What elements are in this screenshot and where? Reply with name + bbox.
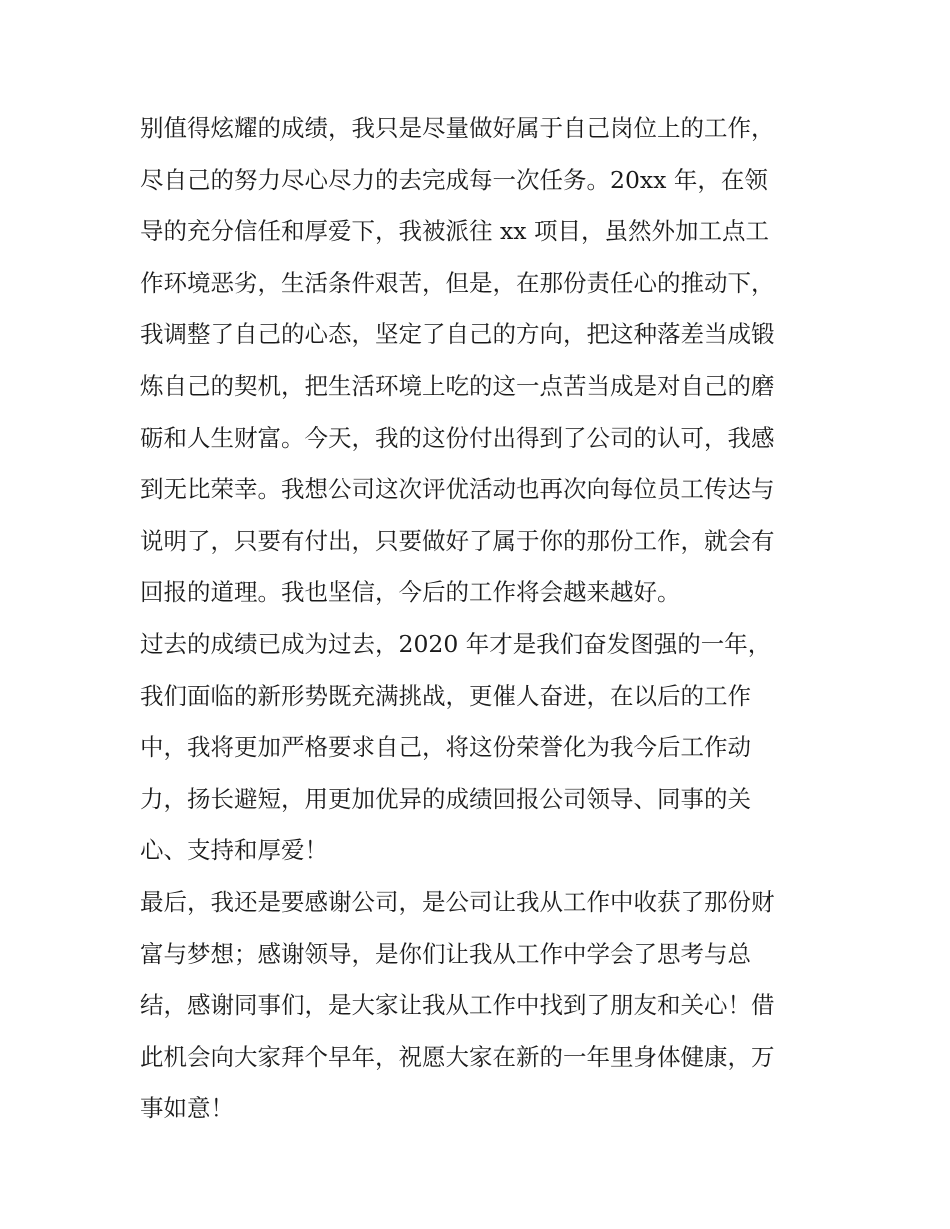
text-line: 到无比荣幸。我想公司这次评优活动也再次向每位员工传达与 bbox=[140, 475, 775, 504]
text-line: 最后，我还是要感谢公司，是公司让我从工作中收获了那份财 bbox=[140, 887, 775, 916]
text-line: 此机会向大家拜个早年，祝愿大家在新的一年里身体健康，万 bbox=[140, 1042, 775, 1071]
text-line: 炼自己的契机，把生活环境上吃的这一点苦当成是对自己的磨 bbox=[140, 371, 775, 400]
text-line: 别值得炫耀的成绩，我只是尽量做好属于自己岗位上的工作， bbox=[140, 114, 775, 142]
text-line: 作环境恶劣，生活条件艰苦，但是，在那份责任心的推动下， bbox=[140, 268, 775, 297]
text-line: 过去的成绩已成为过去，2020 年才是我们奋发图强的一年， bbox=[140, 629, 772, 658]
text-line: 富与梦想；感谢领导，是你们让我从工作中学会了思考与总 bbox=[140, 939, 751, 968]
text-line: 结，感谢同事们，是大家让我从工作中找到了朋友和关心！借 bbox=[140, 991, 775, 1020]
text-line: 中，我将更加严格要求自己，将这份荣誉化为我今后工作动 bbox=[140, 733, 751, 762]
paragraph-future bbox=[140, 619, 820, 877]
text-line: 事如意！ bbox=[140, 1094, 234, 1123]
text-line: 回报的道理。我也坚信，今后的工作将会越来越好。 bbox=[140, 578, 681, 607]
text-line: 砺和人生财富。今天，我的这份付出得到了公司的认可，我感 bbox=[140, 423, 775, 452]
text-line: 导的充分信任和厚爱下，我被派往 xx 项目，虽然外加工点工 bbox=[140, 217, 769, 246]
text-line: 力，扬长避短，用更加优异的成绩回报公司领导、同事的关 bbox=[140, 784, 751, 813]
text-line: 我们面临的新形势既充满挑战，更催人奋进，在以后的工作 bbox=[140, 681, 751, 710]
text-line: 我调整了自己的心态，坚定了自己的方向，把这种落差当成锻 bbox=[140, 320, 775, 349]
paragraph-achievement bbox=[140, 103, 820, 619]
text-line: 尽自己的努力尽心尽力的去完成每一次任务。20xx 年，在领 bbox=[140, 165, 768, 194]
text-line: 说明了，只要有付出，只要做好了属于你的那份工作，就会有 bbox=[140, 526, 775, 555]
paragraph-thanks bbox=[140, 877, 820, 1135]
text-line: 心、支持和厚爱！ bbox=[140, 836, 328, 865]
document-body bbox=[140, 103, 820, 1135]
